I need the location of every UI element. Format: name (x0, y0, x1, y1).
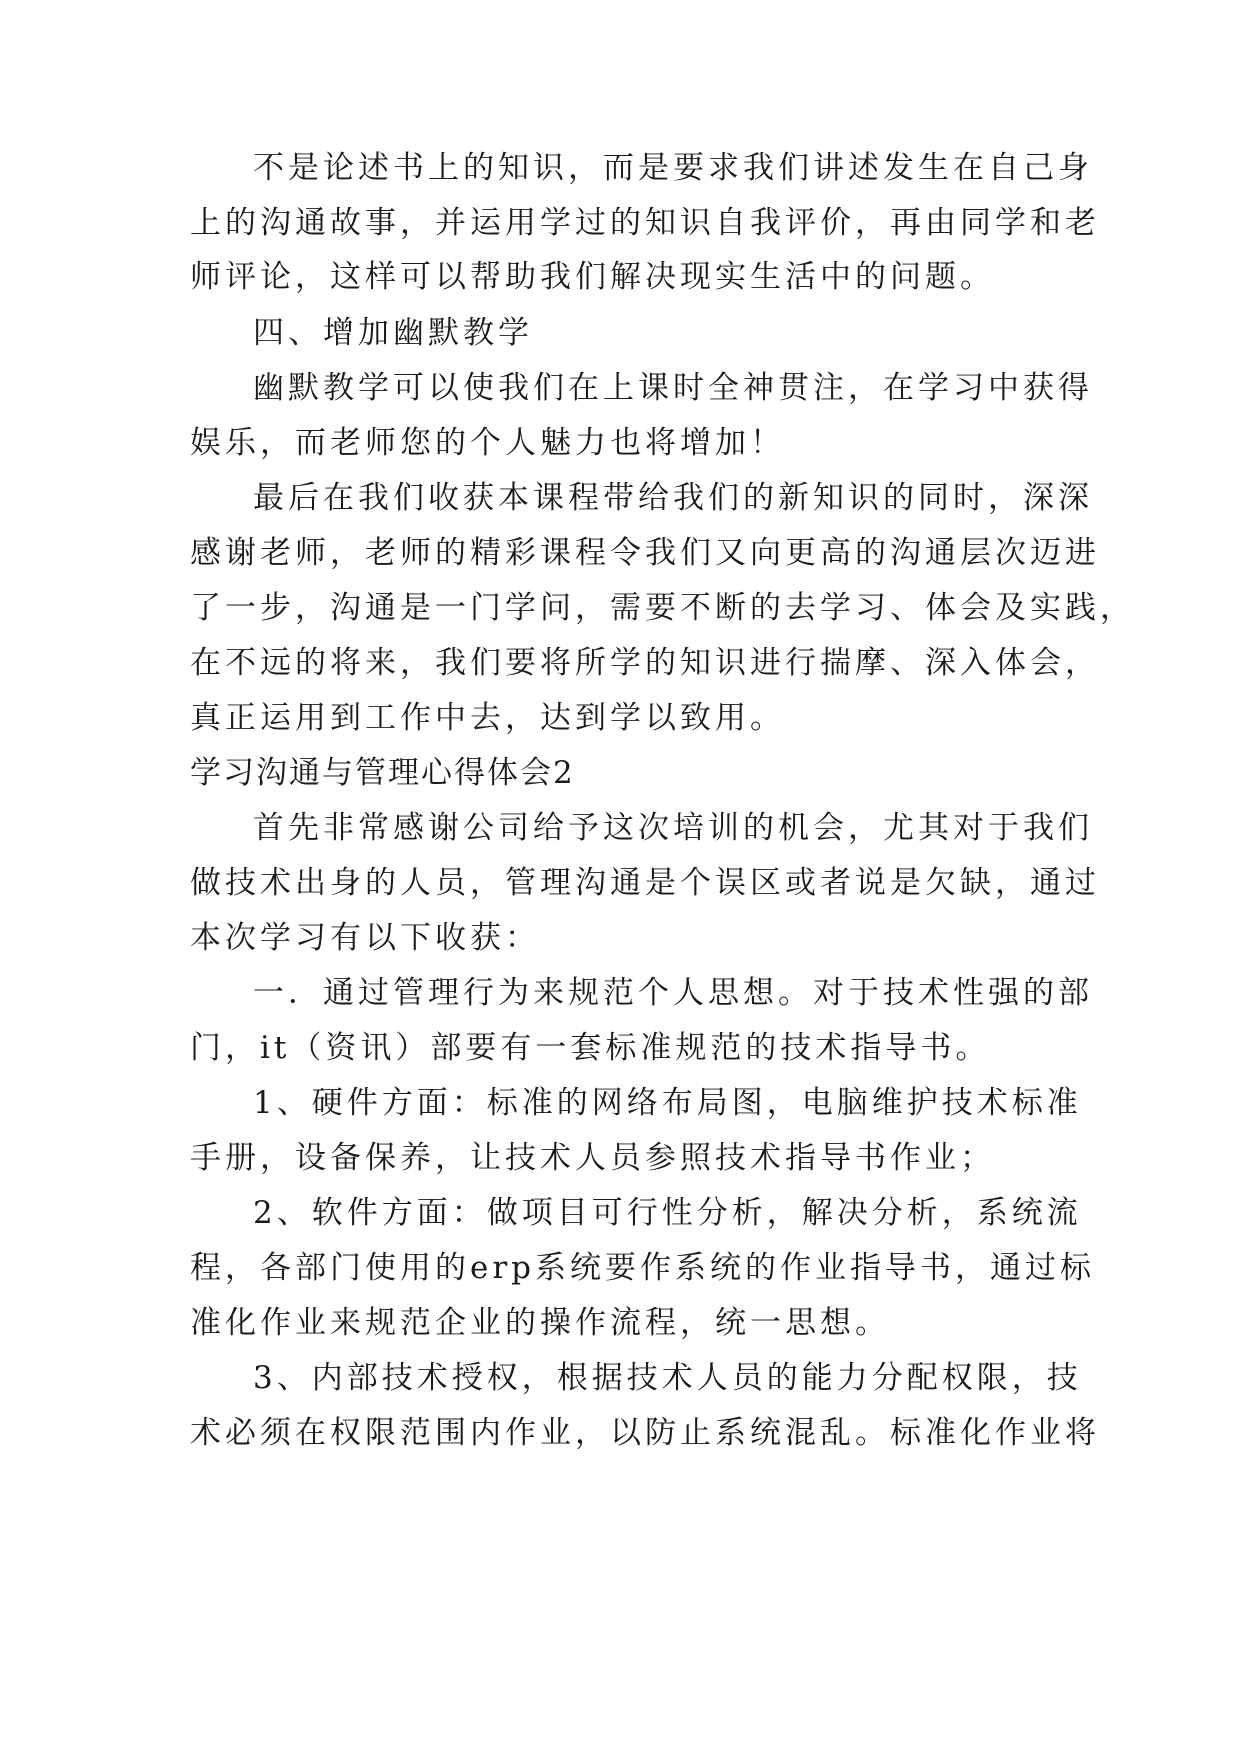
paragraph-line: 一．通过管理行为来规范个人思想。对于技术性强的部 (253, 975, 1093, 1011)
paragraph-line: 本次学习有以下收获： (190, 920, 540, 956)
paragraph-line: 不是论述书上的知识，而是要求我们讲述发生在自己身 (253, 150, 1093, 186)
paragraph-line: 手册，设备保养，让技术人员参照技术指导书作业； (190, 1140, 995, 1176)
article-title: 学习沟通与管理心得体会2 (190, 755, 575, 791)
paragraph-line: 门，it（资讯）部要有一套标准规范的技术指导书。 (190, 1030, 991, 1066)
paragraph-line: 2、软件方面：做项目可行性分析，解决分析，系统流 (253, 1195, 1082, 1231)
paragraph-line: 做技术出身的人员，管理沟通是个误区或者说是欠缺，通过 (190, 865, 1100, 901)
paragraph-line: 首先非常感谢公司给予这次培训的机会，尤其对于我们 (253, 810, 1093, 846)
paragraph-line: 3、内部技术授权，根据技术人员的能力分配权限，技 (253, 1360, 1082, 1396)
paragraph-line: 准化作业来规范企业的操作流程，统一思想。 (190, 1305, 890, 1341)
paragraph-line: 程，各部门使用的erp系统要作系统的作业指导书，通过标 (190, 1250, 1096, 1286)
paragraph-line: 真正运用到工作中去，达到学以致用。 (190, 700, 785, 736)
paragraph-line: 术必须在权限范围内作业，以防止系统混乱。标准化作业将 (190, 1415, 1100, 1451)
paragraph-line: 感谢老师，老师的精彩课程令我们又向更高的沟通层次迈进 (190, 535, 1100, 571)
paragraph-line: 上的沟通故事，并运用学过的知识自我评价，再由同学和老 (190, 205, 1100, 241)
paragraph-line: 在不远的将来，我们要将所学的知识进行揣摩、深入体会， (190, 645, 1100, 681)
paragraph-line: 娱乐，而老师您的个人魅力也将增加！ (190, 425, 785, 461)
paragraph-line: 1、硬件方面：标准的网络布局图，电脑维护技术标准 (253, 1085, 1082, 1121)
paragraph-line: 幽默教学可以使我们在上课时全神贯注，在学习中获得 (253, 370, 1093, 406)
paragraph-line: 师评论，这样可以帮助我们解决现实生活中的问题。 (190, 259, 995, 295)
paragraph-line: 了一步，沟通是一门学问，需要不断的去学习、体会及实践， (190, 590, 1135, 626)
section-heading: 四、增加幽默教学 (253, 315, 533, 351)
paragraph-line: 最后在我们收获本课程带给我们的新知识的同时，深深 (253, 480, 1093, 516)
